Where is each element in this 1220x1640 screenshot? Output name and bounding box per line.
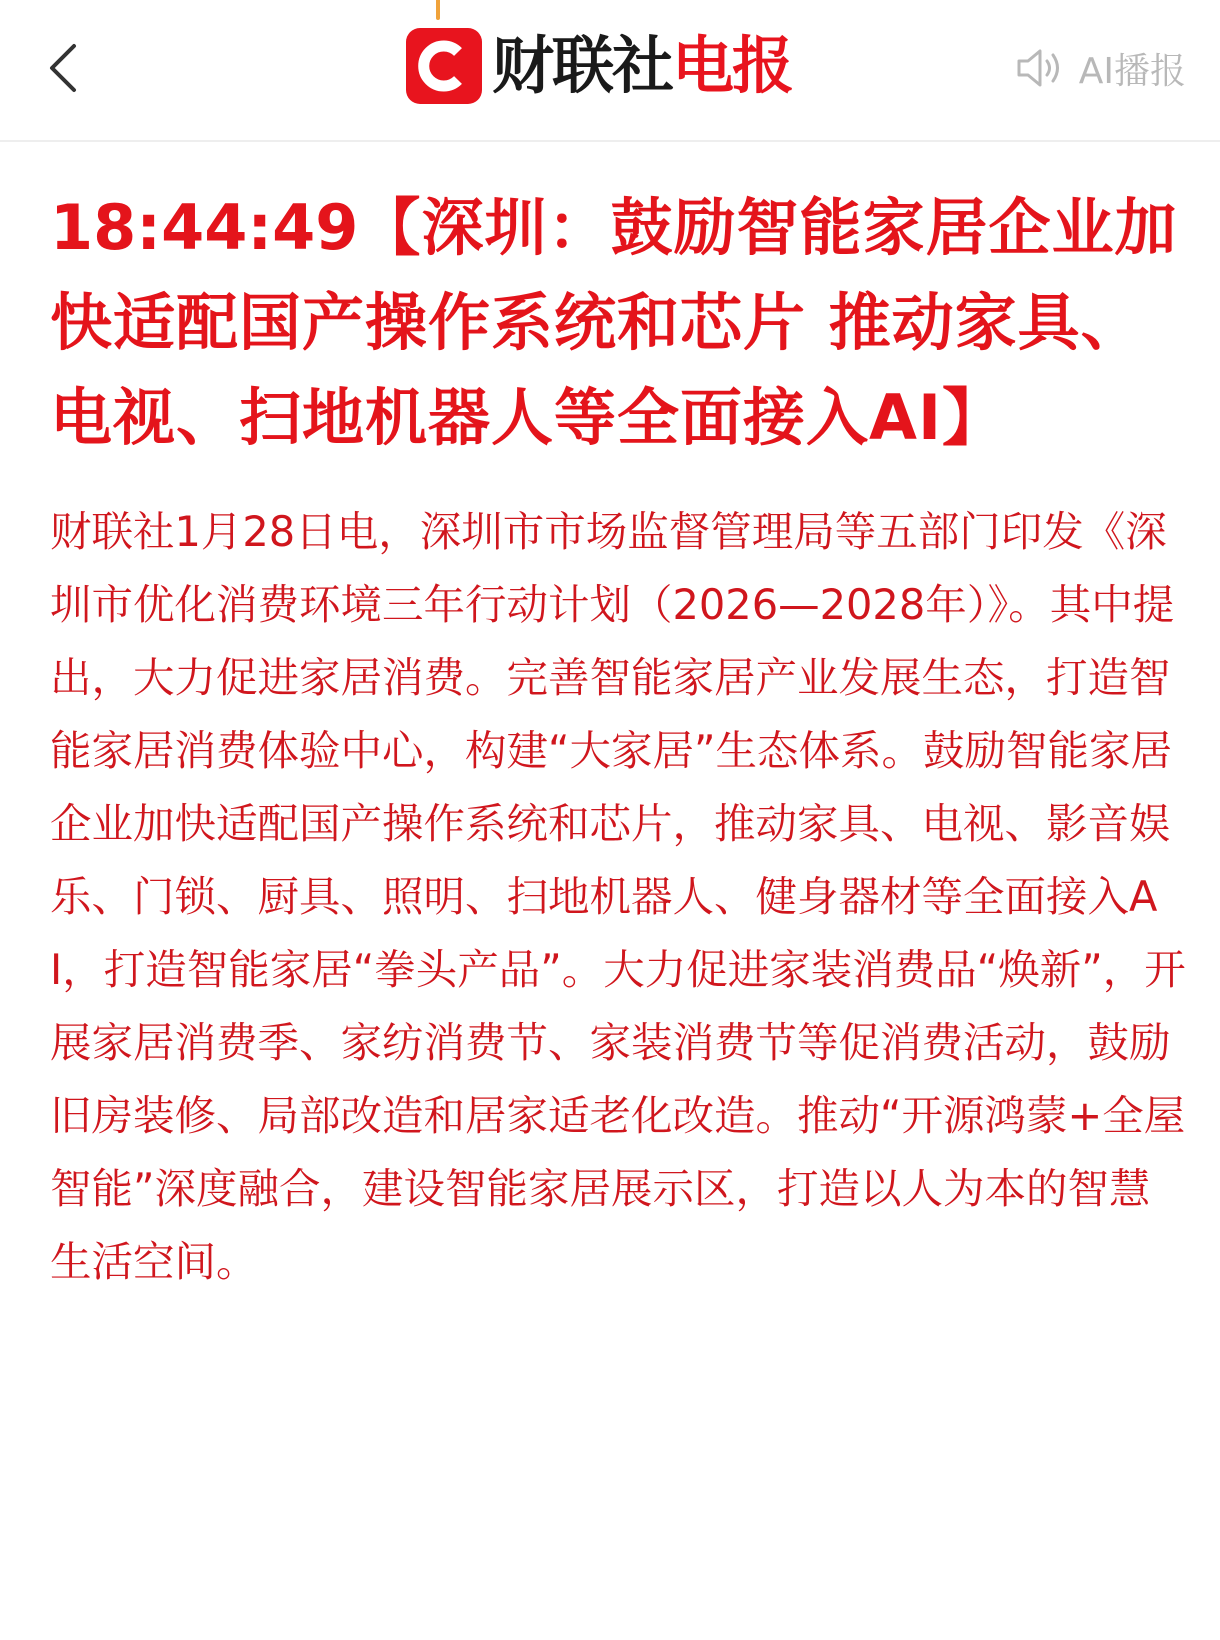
brand-badge-icon [406,28,482,104]
back-button[interactable] [40,36,90,100]
brand-name-primary: 财联社 [492,29,673,102]
article-headline [50,180,1190,465]
ai-broadcast-label: AI播报 [1078,50,1186,92]
brand-logo [406,28,792,104]
top-bar [0,0,1220,142]
article-time: 18:44:49 [50,191,359,264]
speaker-icon [1015,46,1065,90]
article-title: 【深圳：鼓励智能家居企业加快适配国产操作系统和芯片 推动家具、电视、扫地机器人等全面接入AI】 [50,191,1178,454]
article [50,180,1190,1298]
ai-broadcast-button[interactable] [1015,40,1186,96]
brand-name [492,28,792,104]
article-body: 财联社1月28日电，深圳市市场监督管理局等五部门印发《深圳市优化消费环境三年行动计划（2026—2028年）》。其中提出，大力促进家居消费。完善智能家居产业发展生态，打造智能家居消费体验中心，构建“大家居”生态体系。鼓励智能家居企业加快适配国产操作系统和芯片，推动家具、电视、影音娱乐、门锁、厨具、照明、扫地机器人、健身器材等全面接入AI，打造智能家居“拳头产品”。大力促进家装消费品“焕新”，开展家居消费季、家纺消费节、家装消费节等促消费活动，鼓励旧房装修、局部改造和居家适老化改造。推动“开源鸿蒙+全屋智能”深度融合，建设智能家居展示区，打造以人为本的智慧生活空间。 [50,507,1186,1286]
brand-name-secondary: 电报 [672,29,793,102]
chevron-left-icon [40,36,90,100]
